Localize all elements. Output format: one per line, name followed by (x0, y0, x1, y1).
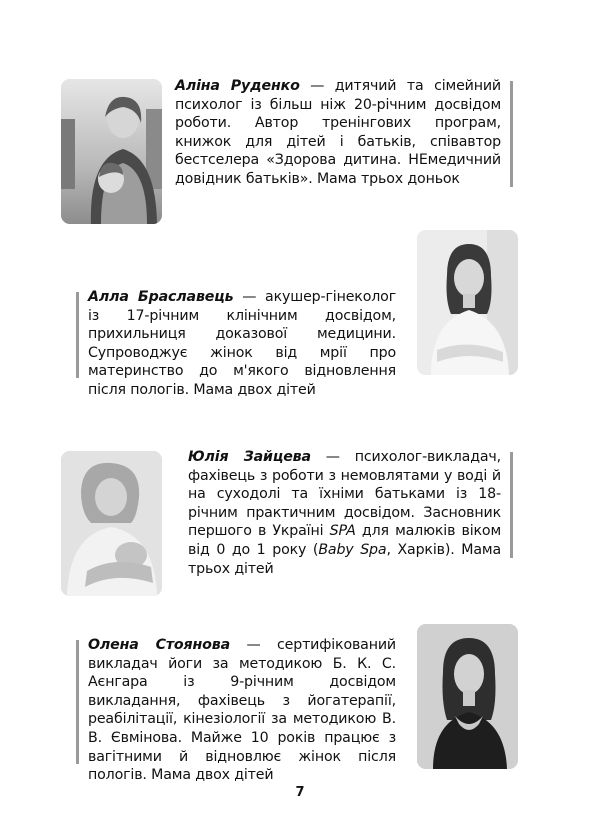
bio-rule (76, 292, 79, 378)
bio-rule (510, 452, 513, 558)
woman-holding-newborn-photo-icon (61, 451, 162, 596)
page-number: 7 (295, 785, 305, 800)
author-photo-rudenko (61, 79, 162, 224)
author-description: сертифікований викладач йоги за методикою Б. К. С. Аєнгара із 9-річним досвідом викладання, фахівець з йогатерапії, реабілітації, кінезіології за методикою В. В. Євмінова. Майже 10 років працює з вагітними й відновлює жінок після пологів. Мама двох дітей (88, 637, 396, 784)
author-photo-zaitseva (61, 451, 162, 596)
author-name: Олена Стоянова (88, 637, 230, 653)
author-description: дитячий та сімейний психолог із більш ніж 20-річним досвідом роботи. Автор тренінгових програм, книжок для дітей і батьків, співавтор бестселера «Здорова дитина. НЕмедичний довідник батьків». Мама трьох доньок (175, 78, 501, 187)
author-description: акушер-гінеколог із 17-річним клінічним досвідом, прихильниця доказової медицини. Супроводжує жінок від мрії про материнство до м'якого відновлення після пологів. Мама двох дітей (88, 289, 396, 398)
author-name: Алла Браславець (88, 289, 234, 305)
author-description-emphasis: SPA (329, 523, 356, 540)
mother-with-baby-photo-icon (61, 79, 162, 224)
author-name: Аліна Руденко (175, 78, 300, 94)
author-bio-stoyanova: Олена Стоянова — сертифікований викладач йоги за методикою Б. К. С. Аєнгара із 9-річним досвідом викладання, фахівець з йогатерапії, реабілітації, кінезіології за методикою В. В. Євмінова. Майже 10 років працює з вагітними й відновлює жінок після пологів. Мама двох дітей (88, 636, 396, 785)
bio-rule (76, 640, 79, 764)
author-description: психолог-викладач, фахівець з роботи з немовлятами у воді й на суходолі та їхніми батьками із 18-річним практичним досвідом. Засновник першого в Україні (188, 449, 501, 540)
woman-portrait-photo-icon (417, 230, 518, 375)
author-name: Юлія Зайцева (188, 449, 311, 465)
author-photo-braslavets (417, 230, 518, 375)
author-bio-braslavets: Алла Браславець — акушер-гінеколог із 17-річним клінічним досвідом, прихильниця доказової медицини. Супроводжує жінок від мрії про материнство до м'якого відновлення після пологів. Мама двох дітей (88, 288, 396, 400)
author-photo-stoyanova (417, 624, 518, 769)
woman-dark-portrait-photo-icon (417, 624, 518, 769)
author-description-emphasis: Baby Spa (318, 541, 387, 558)
author-bio-rudenko: Аліна Руденко — дитячий та сімейний психолог із більш ніж 20-річним досвідом роботи. Автор тренінгових програм, книжок для дітей і батьків, співавтор бестселера «Здорова дитина. НЕмедичний довідник батьків». Мама трьох доньок (175, 77, 501, 189)
bio-rule (510, 81, 513, 187)
author-bio-zaitseva: Юлія Зайцева — психолог-викладач, фахівець з роботи з немовлятами у воді й на суходолі та їхніми батьками із 18-річним практичним досвідом. Засновник першого в Україні SPA для малюків віком від 0 до 1 року (Baby Spa, Харків). Мама трьох дітей (188, 448, 501, 578)
